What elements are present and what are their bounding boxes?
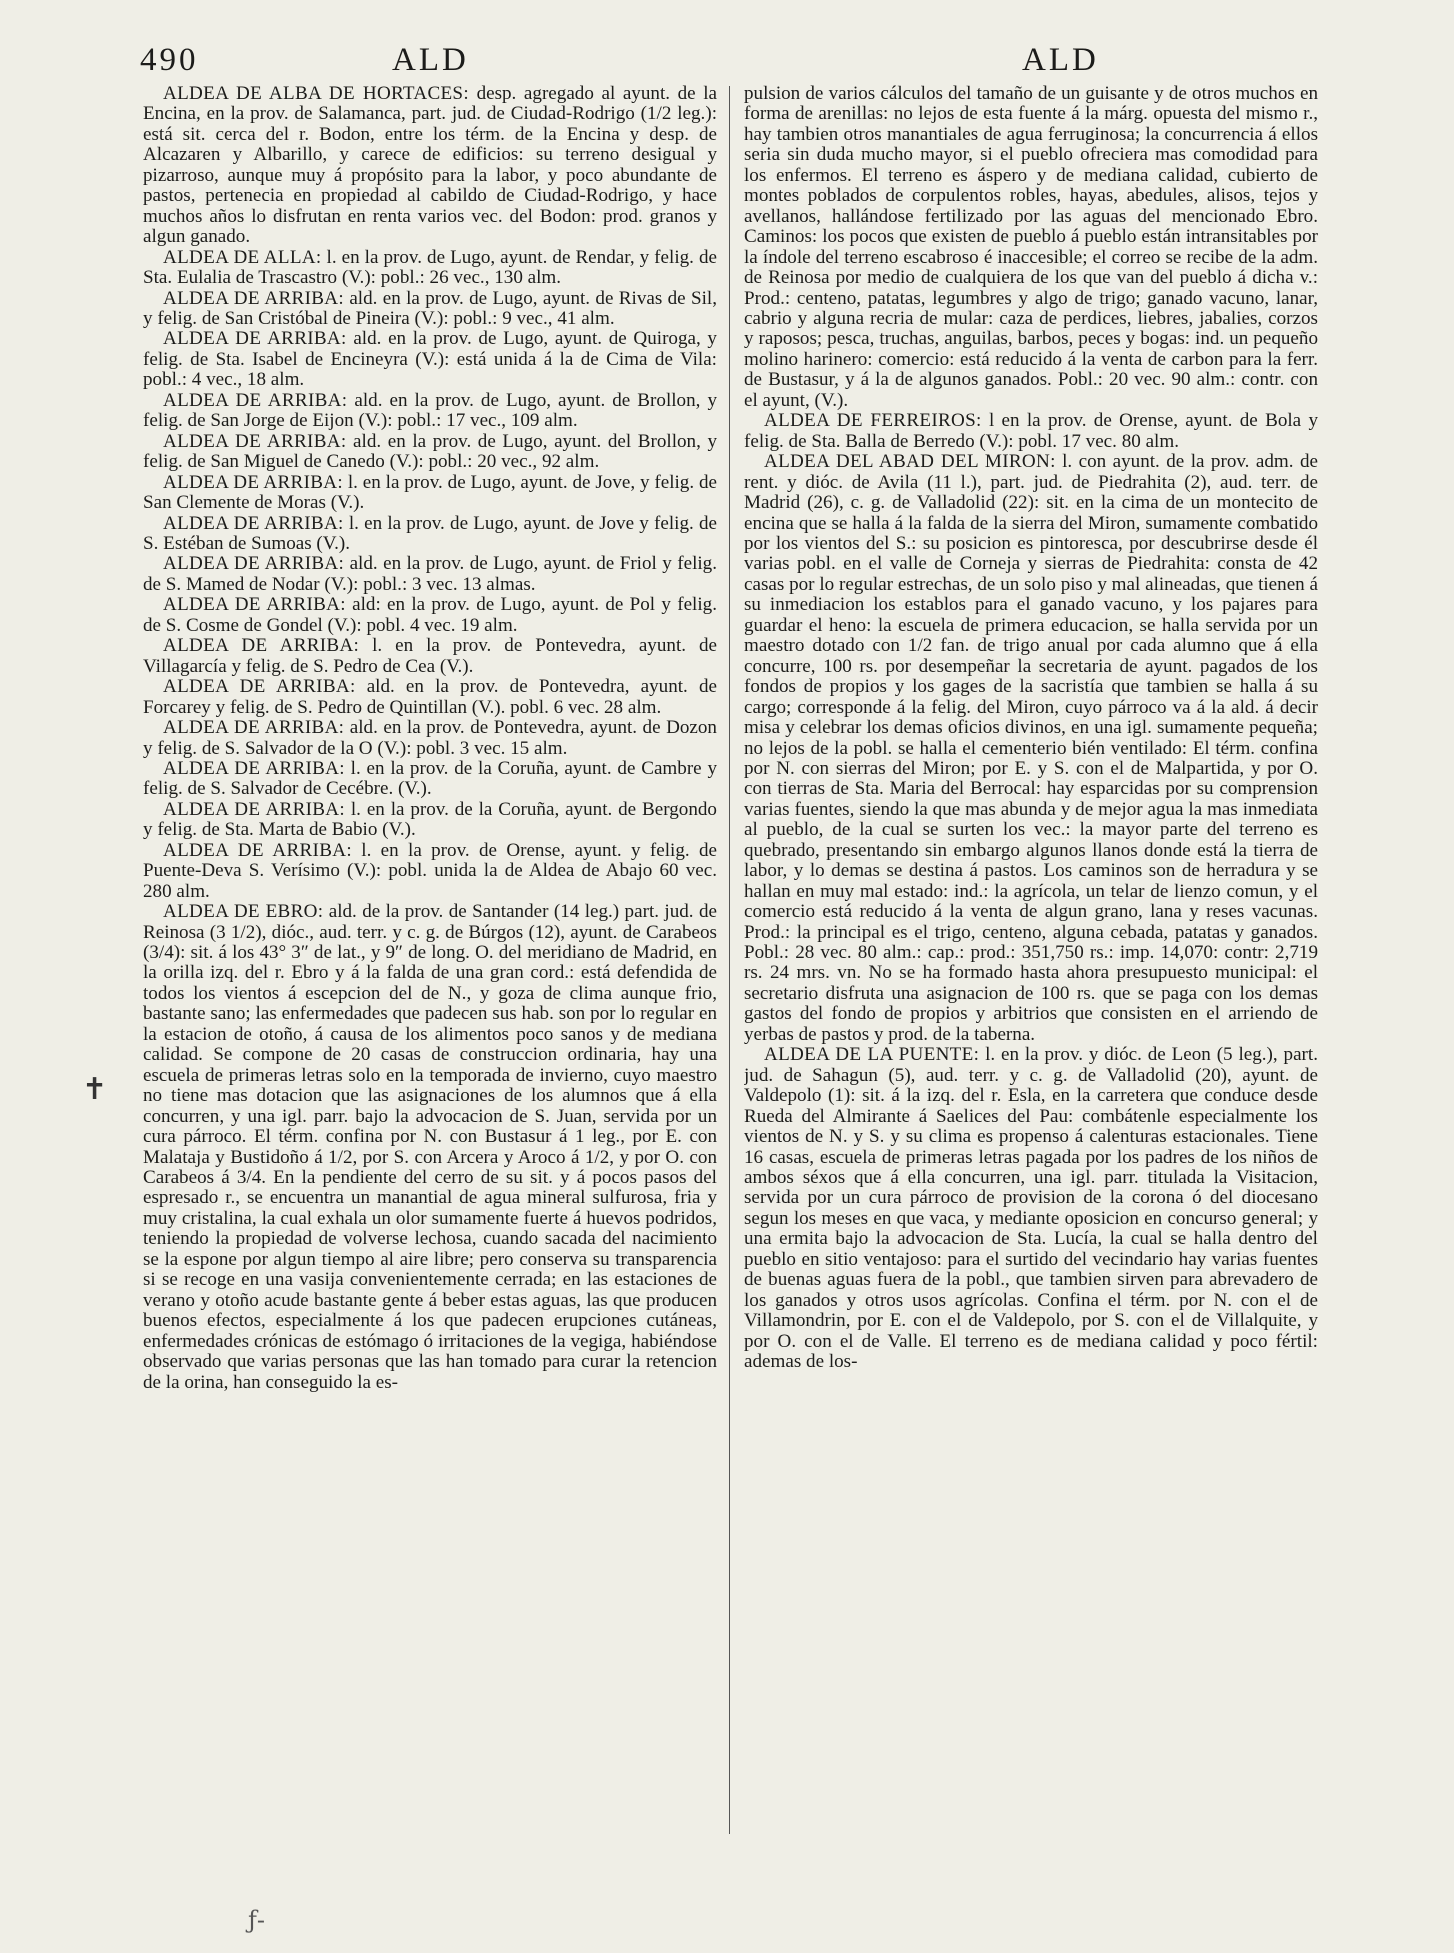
entry-headword: ALDEA DE ARRIBA: [163, 594, 346, 616]
dictionary-entry [744, 411, 1318, 452]
entry-body: l. en la prov. de Pontevedra, ayunt. de Villagarcía y felig. de S. Pedro de Cea (V.). [143, 635, 717, 677]
dictionary-entry [143, 432, 717, 473]
dictionary-entry [744, 452, 1318, 1045]
entry-body: ald: en la prov. de Lugo, ayunt. de Pol y felig. de S. Cosme de Gondel (V.): pobl. 4 vec. 19 alm. [143, 594, 717, 636]
running-head-left: ALD [392, 42, 469, 78]
dictionary-entry [143, 391, 717, 432]
entry-body: ald. en la prov. de Lugo, ayunt. de Rivas de Sil, y felig. de San Cristóbal de Pineira (V.): pobl.: 9 vec., 41 alm. [143, 287, 717, 329]
entry-headword: ALDEA DE ARRIBA: [163, 717, 345, 739]
page-number: 490 [140, 42, 199, 78]
entry-headword: ALDEA DE EBRO: [163, 901, 324, 923]
entry-body: ald. en la prov. de Lugo, ayunt. de Friol y felig. de S. Mamed de Nodar (V.): pobl.: 3 vec. 13 almas. [143, 553, 717, 595]
entry-headword: ALDEA DE ARRIBA: [163, 430, 347, 452]
entry-body: pulsion de varios cálculos del tamaño de un guisante y de otros muchos en forma de arenillas: no lejos de esta fuente á la márg. opuesta del mismo r., hay tambien otros manantiales de agua ferruginosa; la concurrencia á ellos seria sin duda mucho mayor, si el pueblo ofreciera mas comodidad para los enfermos. El terreno es áspero y de mediana calidad, cubierto de montes poblados de corpulentos robles, hayas, abedules, alisos, tejos y avellanos, hallándose fertilizado por las aguas del mencionado Ebro. Caminos: los pocos que existen de pueblo á pueblo están intransitables por la índole del terreno escabroso é inaccesible; el correo se recibe de la adm. de Reinosa por medio de cualquiera de los que van del pueblo á dicha v.: Prod.: centeno, patatas, legumbres y algo de trigo; ganado vacuno, lanar, cabrio y alguna recria de mular: caza de perdices, liebres, jabalies, corzos y raposos; pesca, truchas, anguilas, barbos, peces y bogas: ind. un pequeño molino harinero: comercio: está reducido á la venta de carbon para la ferr. de Bustasur, y á la de algunos ganados. Pobl.: 20 vec. 90 alm.: contr. con el ayunt, (V.). [744, 84, 1318, 411]
entry-body: l. en la prov. de Orense, ayunt. y felig. de Puente-Deva S. Verísimo (V.): pobl. unida la de Aldea de Abajo 60 vec. 280 alm. [143, 839, 717, 902]
running-head-right: ALD [1022, 42, 1099, 78]
entry-body: ald. en la prov. de Lugo, ayunt. del Brollon, y felig. de San Miguel de Canedo (V.): pobl.: 20 vec., 92 alm. [143, 430, 717, 473]
dictionary-entry [744, 1045, 1318, 1372]
entry-body: ald. en la prov. de Lugo, ayunt. de Brollon, y felig. de San Jorge de Eijon (V.): pobl.: 17 vec., 109 alm. [143, 389, 717, 432]
entry-body: l. con ayunt. de la prov. adm. de rent. y dióc. de Avila (11 l.), part. jud. de Piedrahita (2), aud. terr. de Madrid (26), c. g. de Valladolid (22): sit. en la cima de un montecito de encina que se halla á la falda de la sierra del Miron, sumamente combatido por los vientos del S.: su posicion es pintoresca, por descubrirse desde él varias pobl. en el valle de Corneja y sierras de Piedrahita: consta de 42 casas por lo regular estrechas, de un solo piso y mal alineadas, que tienen á su inmediacion los establos para el ganado vacuno, y los pajares para guardar el heno: la escuela de primera educacion, se halla servida por un maestro dotado con 1/2 fan. de trigo anual por cada alumno que á ella concurre, 100 rs. por desempeñar la secretaria de ayunt. pagados de los fondos de propios y los gages de la sacristía que tambien se halla á su cargo; corresponde á la felig. del Miron, cuyo párroco va á la ald. á decir misa y celebrar los demas oficios divinos, en una igl. sumamente pequeña; no lejos de la pobl. se halla el cementerio bién ventilado: El térm. confina por N. con sierras del Miron; por E. y S. con el de Malpartida, y por O. con tierras de Sta. Maria del Berrocal: hay esparcidas por su comprension varias fuentes, siendo la que mas abunda y de mejor agua la mas inmediata al pueblo, de la cual se surten los vec.: la mayor parte del terreno es quebrado, presentando sin embargo algunos llanos donde está la tierra de labor, y lo demas se destina á pastos. Los caminos son de herradura y se hallan en muy mal estado: ind.: la agrícola, un telar de lienzo comun, y el comercio está reducido á la venta de algun grano, lana y reses vacunas. Prod.: la principal es el trigo, centeno, alguna cebada, patatas y ganados. Pobl.: 28 vec. 80 alm.: cap.: prod.: 351,750 rs.: imp. 14,070: contr: 2,719 rs. 24 mrs. vn. No se ha formado hasta ahora presupuesto municipal: el secretario disfruta una asignacion de 100 rs. que se paga con los demas gastos del fondo de propios y arbitrios que consisten en el arriendo de yerbas de pastos y prod. de la taberna. [744, 451, 1318, 1045]
entry-headword: ALDEA DE ARRIBA: [163, 798, 346, 820]
entry-body: l. en la prov. de la Coruña, ayunt. de Bergondo y felig. de Sta. Marta de Babio (V.). [143, 798, 717, 841]
dictionary-entry [143, 902, 717, 1393]
dictionary-entry [143, 289, 717, 330]
dictionary-entry [143, 636, 717, 677]
entry-body: ald. de la prov. de Santander (14 leg.) part. jud. de Reinosa (3 1/2), dióc., aud. terr. y c. g. de Búrgos (12), ayunt. de Carabeos (3/4): sit. á los 43° 3″ de lat., y 9″ de long. O. del meridiano de Madrid, en la orilla izq. del r. Ebro y á la falda de una gran cord.: está defendida de todos los vientos á escepcion del de N., y goza de clima aunque frio, bastante sano; las enfermedades que padecen sus hab. son por lo regular en la estacion de otoño, á causa de los alimentos poco sanos y de mediana calidad. Se compone de 20 casas de construccion ordinaria, hay una escuela de primeras letras solo en la temporada de invierno, cuyo maestro no tiene mas dotacion que las asignaciones de los alumnos que á ella concurren, y una igl. parr. bajo la advocacion de S. Juan, servida por un cura párroco. El térm. confina por N. con Bustasur á 1 leg., por E. con Malataja y Bustidoño á 1/2, por S. con Arcera y Aroco á 1/2, y por O. con Carabeos á 3/4. En la pendiente del cerro de su sit. y á pocos pasos del espresado r., se encuentra un manantial de agua mineral sulfurosa, fria y muy cristalina, la cual exhala un olor sumamente fuerte á huevos podridos, teniendo la propiedad de volverse lechosa, cuando sacada del nacimiento se la espone por algun tiempo al aire libre; pero conserva su transparencia si se recoge en una vasija convenientemente cerrada; en las estaciones de verano y otoño acude bastante gente á beber estas aguas, las que producen buenos efectos, especialmente á los que padecen erupciones cutáneas, enfermedades crónicas de estómago ó irritaciones de la vegiga, habiéndose observado que varias personas que las han tomado para curar la retencion de la orina, han conseguido la es- [143, 901, 717, 1393]
entry-body: l. en la prov. de Lugo, ayunt. de Jove, y felig. de San Clemente de Moras (V.). [143, 471, 717, 514]
entry-headword: ALDEA DE ARRIBA: [163, 471, 343, 493]
entry-headword: ALDEA DEL ABAD DEL MIRON: [764, 451, 1056, 473]
entry-body: l. en la prov. de Lugo, ayunt. de Jove y felig. de S. Estéban de Sumoas (V.). [143, 512, 717, 554]
entry-headword: ALDEA DE ARRIBA: [163, 839, 352, 861]
dictionary-entry [143, 473, 717, 514]
dictionary-entry [143, 718, 717, 759]
dictionary-entry [143, 329, 717, 390]
margin-pencil-mark: ƒ- [248, 1906, 265, 1934]
entry-body: l. en la prov. y dióc. de Leon (5 leg.), part. jud. de Sahagun (5), aud. terr. y c. g. de Valladolid (20), ayunt. de Valdepolo (1): sit. á la izq. del r. Esla, en la carretera que conduce desde Rueda del Almirante á Saelices del Pau: combátenle especialmente los vientos de N. y S. y su clima es propenso á calenturas estacionales. Tiene 16 casas, escuela de primeras letras pagada por los padres de los niños de ambos séxos que á ella concurren, una igl. parr. titulada la Visitacion, servida por un cura párroco de provision de la corona ó del diocesano segun los meses en que vaca, y mediante oposicion en concurso general; y una ermita bajo la advocacion de Sta. Lucía, la cual se halla dentro del pueblo en sitio ventajoso: para el surtido del vecindario hay varias fuentes de buenas aguas fuera de la pobl., que tambien sirven para abrevadero de los ganados y otros usos agrícolas. Confina el térm. por N. con el de Villamondrin, por E. con el de Valdepolo, por S. con el de Villalquite, y por O. con el de Valle. El terreno es de mediana calidad y poco fértil: ademas de los- [744, 1044, 1318, 1373]
entry-body: l. en la prov. de la Coruña, ayunt. de Cambre y felig. de S. Salvador de Cecébre. (V.). [143, 757, 717, 800]
dictionary-entry [143, 84, 717, 248]
right-column [744, 84, 1318, 1854]
dictionary-entry [744, 84, 1318, 411]
margin-cross-mark: ✝ [82, 1072, 108, 1107]
column-divider [729, 86, 730, 1834]
entry-headword: ALDEA DE ARRIBA: [163, 676, 356, 698]
entry-headword: ALDEA DE ALBA DE HORTACES: [163, 84, 469, 104]
entry-headword: ALDEA DE ARRIBA: [163, 757, 345, 779]
dictionary-entry [143, 554, 717, 595]
entry-headword: ALDEA DE ARRIBA: [163, 328, 347, 350]
entry-headword: ALDEA DE FERREIROS: [764, 410, 982, 432]
entry-body: l. en la prov. de Lugo, ayunt. de Rendar, y felig. de Sta. Eulalia de Trascastro (V.): pobl.: 26 vec., 130 alm. [143, 246, 717, 289]
dictionary-entry [143, 595, 717, 636]
entry-body: l en la prov. de Orense, ayunt. de Bola y felig. de Sta. Balla de Berredo (V.): pobl. 17 vec. 80 alm. [744, 410, 1318, 452]
entry-body: desp. agregado al ayunt. de la Encina, en la prov. de Salamanca, part. jud. de Ciudad-Rodrigo (1/2 leg.): está sit. cerca del r. Bodon, entre los térm. de la Encina y desp. de Alcazaren y Albarillo, y carece de edificios: su terreno desigual y pizarroso, aunque muy á propósito para la labor, y poco abundante de pastos, pertenecia en propiedad al cabildo de Ciudad-Rodrigo, y hace muchos años lo disfrutan en renta varios vec. del Bodon: prod. granos y algun ganado. [143, 84, 717, 248]
dictionary-entry [143, 841, 717, 902]
entry-headword: ALDEA DE ARRIBA: [163, 635, 360, 657]
left-column [143, 84, 717, 1854]
dictionary-entry [143, 514, 717, 555]
dictionary-entry [143, 759, 717, 800]
dictionary-entry [143, 677, 717, 718]
entry-headword: ALDEA DE ARRIBA: [163, 553, 345, 575]
entry-headword: ALDEA DE ARRIBA: [163, 512, 344, 534]
dictionary-entry [143, 248, 717, 289]
entry-headword: ALDEA DE ARRIBA: [163, 389, 348, 411]
entry-headword: ALDEA DE ARRIBA: [163, 287, 344, 309]
entry-headword: ALDEA DE LA PUENTE: [764, 1044, 980, 1066]
dictionary-entry [143, 800, 717, 841]
entry-headword: ALDEA DE ALLA: [163, 246, 322, 268]
entry-body: ald. en la prov. de Pontevedra, ayunt. de Dozon y felig. de S. Salvador de la O (V.): pobl. 3 vec. 15 alm. [143, 717, 717, 759]
entry-body: ald. en la prov. de Pontevedra, ayunt. de Forcarey y felig. de S. Pedro de Quintillan (V.). pobl. 6 vec. 28 alm. [143, 676, 717, 718]
entry-body: ald. en la prov. de Lugo, ayunt. de Quiroga, y felig. de Sta. Isabel de Encineyra (V.): está unida á la de Cima de Vila: pobl.: 4 vec., 18 alm. [143, 328, 717, 391]
